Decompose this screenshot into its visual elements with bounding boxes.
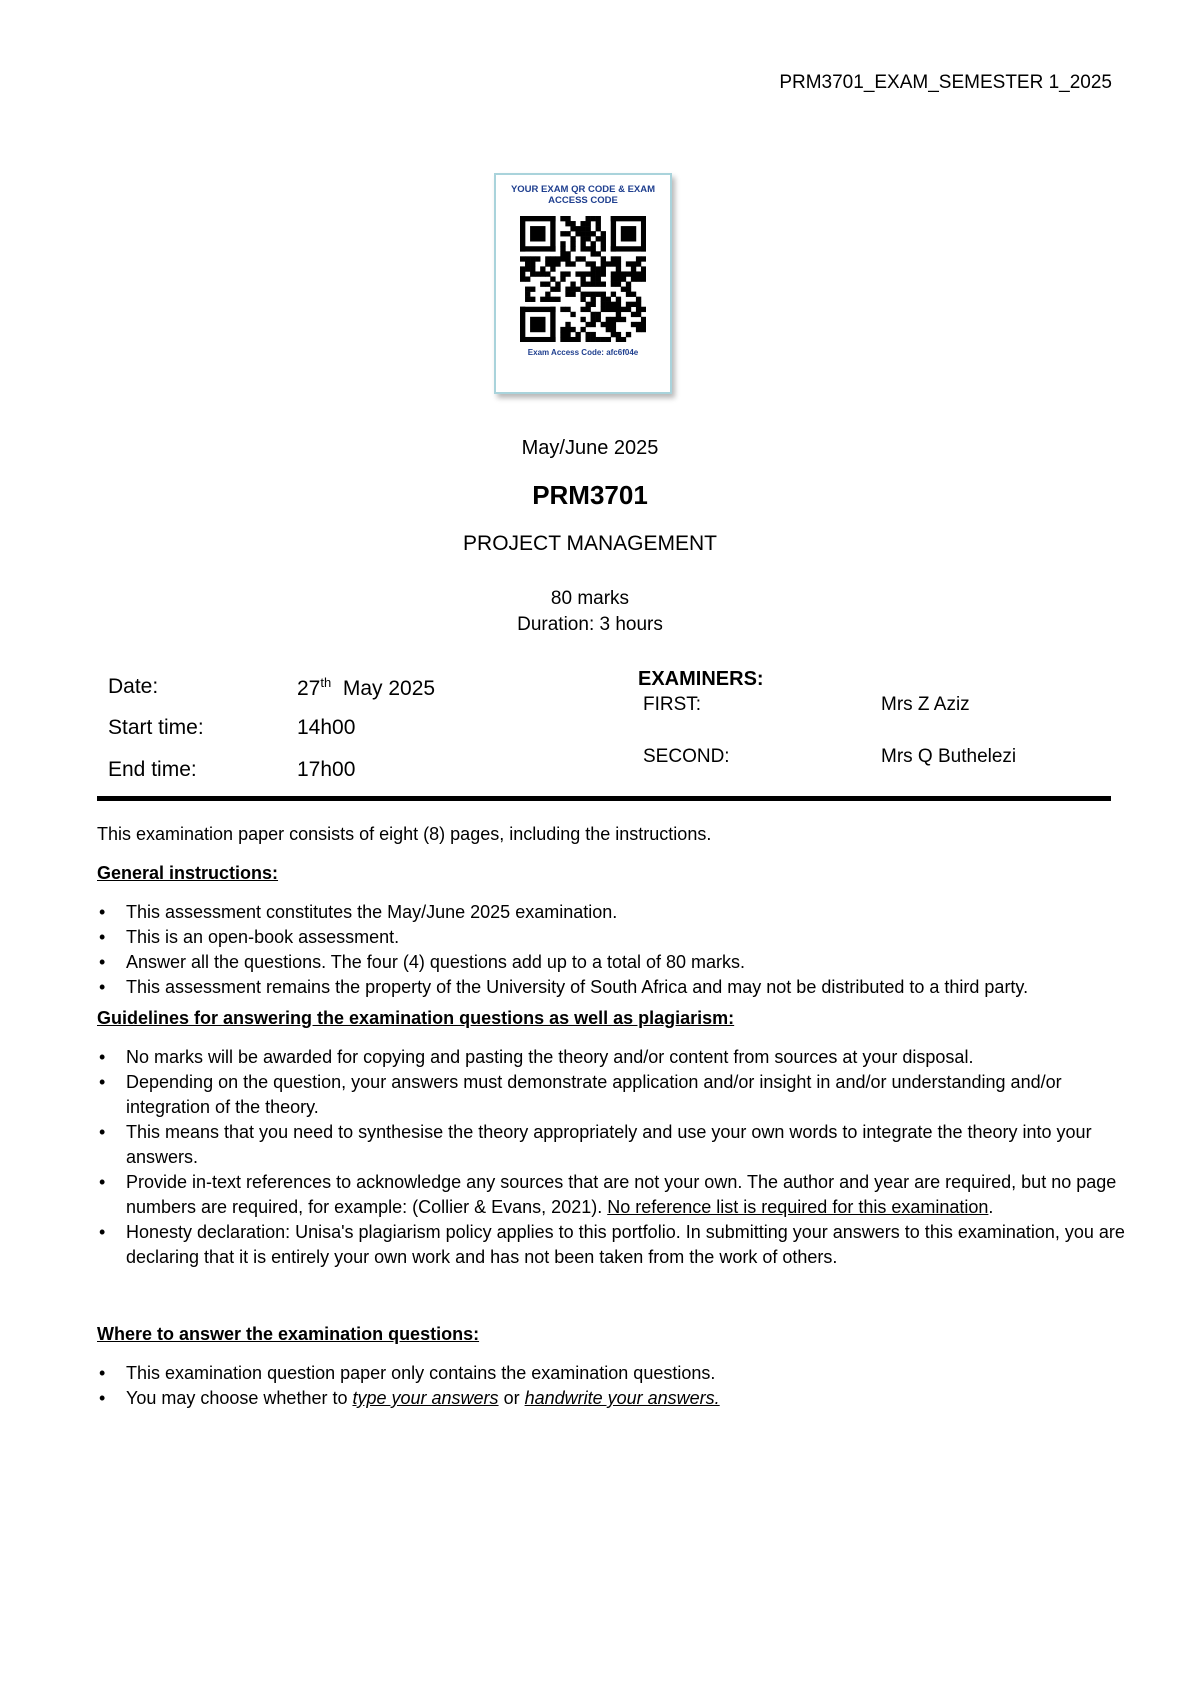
end-time-label: End time: (108, 758, 197, 781)
list-item: • No marks will be awarded for copying and pasting the theory and/or content from sources at your disposal. (97, 1045, 1127, 1070)
qr-code-icon (520, 216, 646, 342)
first-examiner-label: FIRST: (643, 694, 702, 715)
intro-text: This examination paper consists of eight (8) pages, including the instructions. (97, 824, 712, 844)
course-code: PRM3701 (532, 480, 648, 510)
exam-session: May/June 2025 (521, 437, 659, 459)
list-item (97, 1386, 1127, 1411)
reference-text: Provide in-text references to acknowledge any sources that are not your own. The author and year are required, but no page numbers are required, for example: (Collier & Evans, 2021). (126, 1172, 1117, 1217)
handwrite-answers: handwrite your answers. (524, 1388, 720, 1408)
date-day: 27 (297, 677, 321, 700)
second-examiner-label: SECOND: (643, 746, 730, 767)
divider (97, 796, 1111, 801)
list-item: • This examination question paper only contains the examination questions. (97, 1361, 1127, 1386)
exam-access-code: Exam Access Code: afc6f04e (527, 348, 639, 357)
list-item: • This assessment remains the property of the University of South Africa and may not be distributed to a third party. (97, 975, 1127, 1000)
list-item: • Answer all the questions. The four (4) questions add up to a total of 80 marks. (97, 950, 1127, 975)
choice-or: or (498, 1388, 525, 1408)
end-time: 17h00 (297, 758, 356, 781)
qr-title: YOUR EXAM QR CODE & EXAM ACCESS CODE (510, 184, 656, 206)
exam-duration: Duration: 3 hours (517, 614, 663, 635)
where-to-answer-heading: Where to answer the examination questions: (97, 1324, 480, 1344)
list-item: • This assessment constitutes the May/June 2025 examination. (97, 900, 1127, 925)
course-name: PROJECT MANAGEMENT (463, 532, 717, 555)
examiners-heading: EXAMINERS: (638, 668, 764, 690)
reference-end: . (988, 1197, 994, 1217)
list-item: • Honesty declaration: Unisa's plagiarism policy applies to this portfolio. In submitting your answers to this examination, you are declaring that it is entirely your own work and has not been taken from the work of others. (97, 1220, 1127, 1270)
list-item: • This means that you need to synthesise the theory appropriately and use your own words to integrate the theory into your answers. (97, 1120, 1127, 1170)
reference-note: No reference list is required for this examination (607, 1197, 989, 1217)
guidelines-heading: Guidelines for answering the examination questions as well as plagiarism: (97, 1008, 735, 1028)
general-instructions-heading: General instructions: (97, 863, 279, 883)
type-answers: type your answers (352, 1388, 499, 1408)
total-marks: 80 marks (550, 588, 630, 609)
list-item: • Depending on the question, your answers must demonstrate application and/or insight in and/or understanding and/or integration of the theory. (97, 1070, 1127, 1120)
where-to-answer-list (97, 1361, 1127, 1411)
list-item: • This is an open-book assessment. (97, 925, 1127, 950)
guidelines-list (97, 1045, 1127, 1270)
date-rest: May 2025 (342, 677, 436, 700)
choice-prefix: You may choose whether to (126, 1388, 353, 1408)
date-label: Date: (108, 675, 159, 698)
first-examiner-name: Mrs Z Aziz (881, 694, 970, 715)
date-suffix: th (320, 675, 332, 690)
second-examiner-name: Mrs Q Buthelezi (881, 746, 1017, 767)
exam-date (297, 675, 435, 701)
general-instructions-list (97, 900, 1127, 1000)
instructions (97, 822, 1127, 1411)
document-code: PRM3701_EXAM_SEMESTER 1_2025 (779, 72, 1112, 93)
start-time: 14h00 (297, 716, 356, 739)
start-time-label: Start time: (108, 716, 204, 739)
list-item (97, 1170, 1127, 1220)
qr-card (494, 173, 672, 394)
